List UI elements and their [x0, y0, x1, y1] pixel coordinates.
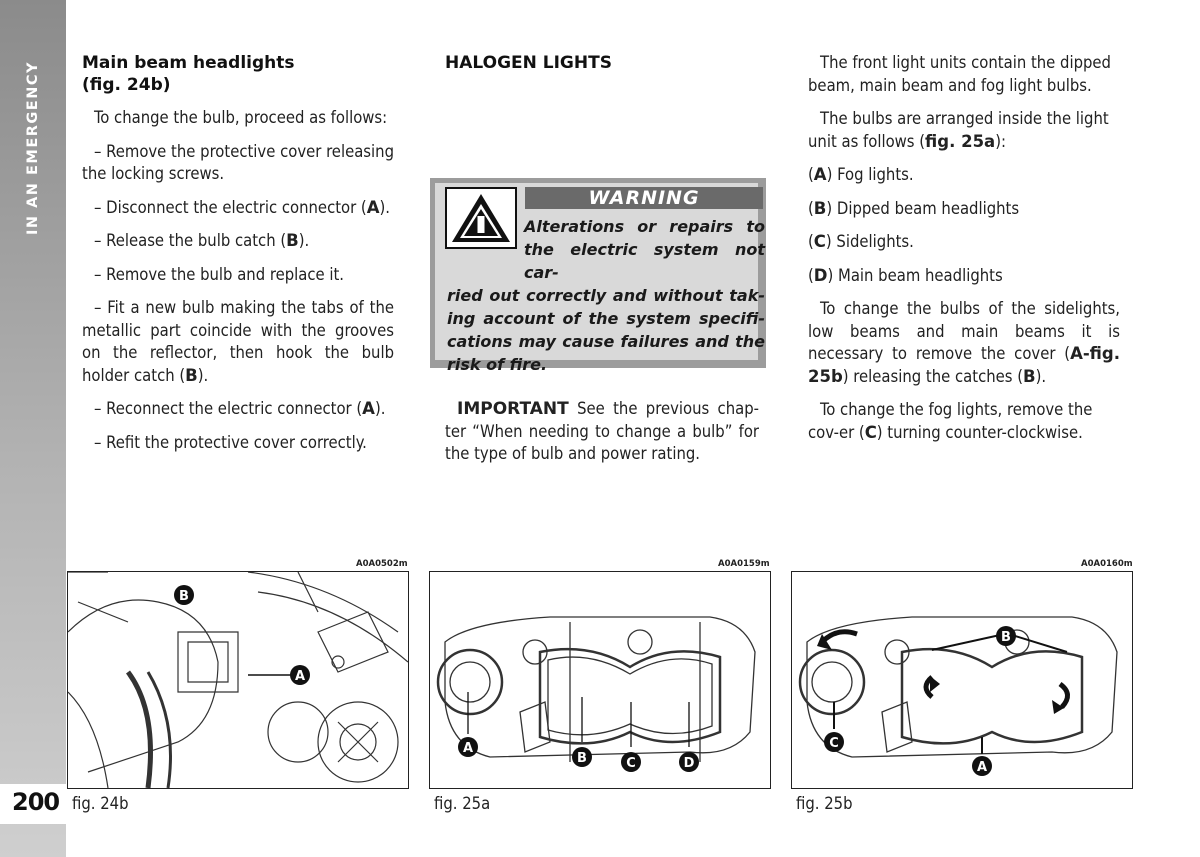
figure-25b — [791, 571, 1133, 789]
step-3: – Release the bulb catch (B). — [94, 231, 310, 250]
figure-24b-illustration — [68, 572, 408, 788]
caption-24b: fig. 24b — [72, 794, 129, 813]
sidebar — [0, 0, 66, 857]
halogen-heading: HALOGEN LIGHTS — [445, 53, 612, 73]
column-halogen — [445, 52, 765, 85]
callout-a: A — [976, 760, 988, 775]
callout-b: B — [1001, 630, 1011, 645]
light-units-intro: The front light units contain the dipped beam, main beam and fog light bulbs. — [808, 53, 1111, 95]
figure-24b — [67, 571, 409, 789]
fig-code-24b: A0A0502m — [356, 559, 408, 569]
callout-a: A — [294, 669, 306, 684]
step-5: – Fit a new bulb making the tabs of the metallic part coincide with the grooves on the reflector, then hook the bulb holder catch (B). — [82, 298, 394, 385]
step-7: – Refit the protective cover correctly. — [94, 432, 367, 452]
callout-c: C — [626, 756, 636, 771]
fig-code-25b: A0A0160m — [1081, 559, 1133, 569]
item-b: (B) Dipped beam headlights — [808, 198, 1020, 218]
intro-text: To change the bulb, proceed as follows: — [94, 108, 388, 127]
column-light-units — [808, 52, 1120, 455]
callout-b: B — [577, 751, 587, 766]
item-c: (C) Sidelights. — [808, 232, 914, 251]
heading-line1: Main beam headlights — [82, 53, 295, 73]
step-2: – Disconnect the electric connector (A). — [94, 197, 391, 217]
important-label: IMPORTANT — [457, 399, 569, 419]
caption-25a: fig. 25a — [434, 794, 491, 813]
bulb-arrangement: The bulbs are arranged inside the light unit as follows (fig. 25a): — [808, 109, 1109, 151]
column-main-beam — [82, 52, 394, 465]
callout-c: C — [829, 736, 839, 751]
item-a: (A) Fog lights. — [808, 165, 914, 184]
callout-d: D — [683, 756, 695, 771]
page-number: 200 — [12, 788, 60, 816]
warning-text: Alterations or repairs to the electric system not car- ried out correctly and without tak-ing account of the system specifi-cations may cause failures and the risk of fire. — [447, 217, 765, 374]
fog-lights-text: To change the fog lights, remove the cov-er (C) turning counter-clockwise. — [808, 400, 1093, 442]
step-6: – Reconnect the electric connector (A). — [94, 399, 386, 418]
figure-25b-illustration — [792, 572, 1132, 788]
callout-a: A — [462, 741, 474, 756]
callout-b: B — [179, 589, 189, 604]
step-1: – Remove the protective cover releasing the locking screws. — [82, 141, 394, 183]
main-beam-heading — [82, 52, 394, 96]
warning-title: WARNING — [525, 187, 763, 209]
figure-25a-illustration — [430, 572, 770, 788]
important-note: IMPORTANT See the previous chap-ter “When needing to change a bulb” for the type of bulb and power rating. — [445, 399, 759, 463]
heading-line2: (fig. 24b) — [82, 75, 171, 95]
fig-code-25a: A0A0159m — [718, 559, 770, 569]
step-4: – Remove the bulb and replace it. — [94, 264, 345, 284]
change-bulbs-text: To change the bulbs of the sidelights, low beams and main beams it is necessary to remove the cover (A-fig. 25b) releasing the catches (B). — [808, 299, 1120, 386]
item-d: (D) Main beam headlights — [808, 265, 1003, 285]
page-number-box — [0, 784, 66, 824]
section-label: IN AN EMERGENCY — [25, 61, 41, 235]
caption-25b: fig. 25b — [796, 794, 853, 813]
warning-box — [430, 178, 766, 374]
figure-25a — [429, 571, 771, 789]
